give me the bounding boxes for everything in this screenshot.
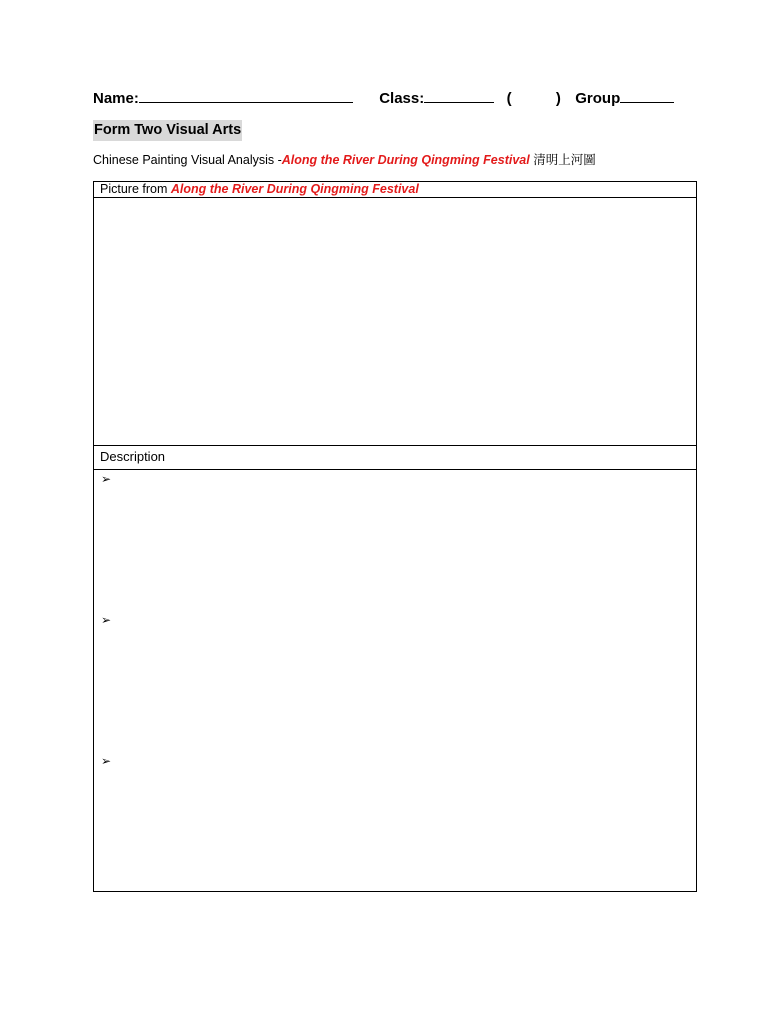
picture-area[interactable]: [94, 198, 696, 446]
bullet-arrow-icon: ➢: [101, 754, 112, 768]
class-number-close-paren: ): [555, 90, 561, 107]
class-label: Class:: [379, 90, 425, 107]
form-title: Form Two Visual Arts: [93, 120, 242, 141]
bullet-arrow-icon: ➢: [101, 472, 112, 486]
subtitle: [93, 151, 596, 169]
subtitle-prefix: Chinese Painting Visual Analysis -: [93, 153, 282, 167]
name-label: Name:: [93, 90, 139, 107]
painting-title: Along the River During Qingming Festival: [281, 153, 530, 167]
description-header-cell: [94, 446, 696, 470]
class-blank[interactable]: [424, 88, 494, 103]
description-area[interactable]: [94, 470, 696, 891]
group-blank[interactable]: [620, 88, 674, 103]
bullet-arrow-icon: ➢: [101, 613, 112, 627]
class-number-open-paren: (: [506, 90, 512, 107]
picture-header-cell: [94, 182, 696, 198]
name-blank[interactable]: [139, 88, 353, 103]
picture-header-title: Along the River During Qingming Festival: [170, 182, 419, 196]
student-info-line: [93, 88, 674, 110]
group-label: Group: [575, 90, 621, 107]
painting-title-chinese: 清明上河圖: [533, 152, 596, 167]
picture-header-prefix: Picture from: [100, 182, 171, 196]
description-label: Description: [100, 449, 166, 464]
analysis-table: [93, 181, 697, 892]
